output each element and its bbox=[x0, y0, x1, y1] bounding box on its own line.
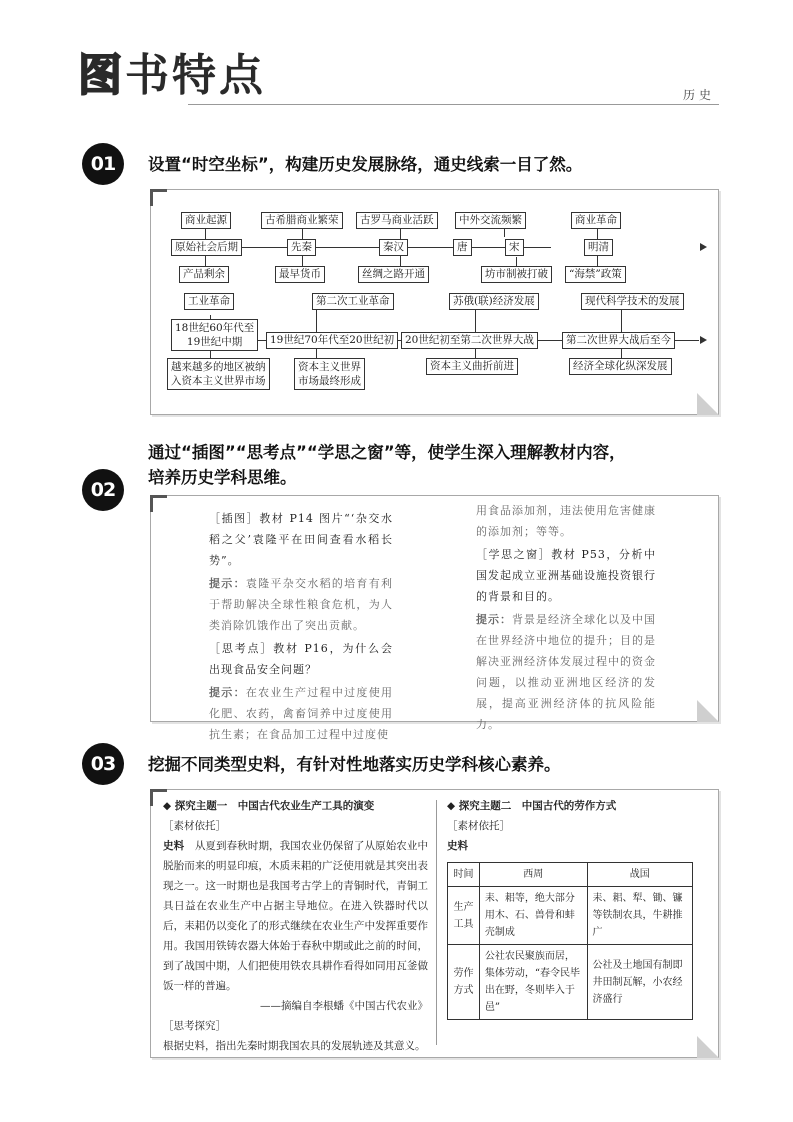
timeline-label-line: 资本主义世界 bbox=[298, 361, 361, 373]
timeline-label-line: 入资本主义世界市场 bbox=[171, 375, 266, 387]
table-row-label: 劳作方式 bbox=[448, 945, 480, 1020]
timeline-period-line: 19世纪中期 bbox=[186, 336, 243, 348]
timeline-label bbox=[167, 358, 270, 390]
section-03-title: 挖掘不同类型史料，有针对性地落实历史学科核心素养。 bbox=[148, 755, 561, 774]
timeline-arrow-2 bbox=[700, 336, 707, 344]
theme-two bbox=[447, 796, 705, 1020]
source-label: 史料 bbox=[447, 840, 468, 852]
timeline-panel bbox=[150, 189, 719, 415]
table-cell: 耒、耜、犁、锄、镰等铁制农具，牛耕推广 bbox=[587, 887, 693, 945]
panel-corner bbox=[150, 495, 167, 512]
timeline-label: 商业革命 bbox=[571, 212, 621, 229]
theme-two-title: ◆ 探究主题二 中国古代的劳作方式 bbox=[447, 800, 617, 812]
timeline-label: 产品剩余 bbox=[179, 266, 229, 283]
table-header-cell: 西周 bbox=[479, 863, 587, 887]
timeline-label: 古希腊商业繁荣 bbox=[261, 212, 343, 229]
page-fold bbox=[697, 700, 719, 722]
subject-label: 历史 bbox=[682, 88, 715, 102]
timeline-period: 第二次世界大战后至今 bbox=[562, 332, 675, 349]
timeline-label: 最早货币 bbox=[275, 266, 325, 283]
source-text: 从夏到春秋时期，我国农业仍保留了从原始农业中脱胎而来的明显印痕，木质耒耜的广泛使用就是其突出表现之一。这一时期也是我国考古学上的青铜时代，青铜工具日益在农业生产中占据主导地位。在进入铁器时代以后，耒耜仍以变化了的形式继续在农业生产中发挥重要作用。我国用铁铸农器大体始于春秋中期或此之前的时间，到了战国中期，人们把使用铁农具耕作看得如同用瓦釜做饭一样的普遍。 bbox=[163, 840, 429, 992]
timeline-period: 唐 bbox=[453, 239, 472, 256]
example-left-column bbox=[209, 508, 393, 747]
material-label: ［素材依托］ bbox=[447, 820, 510, 832]
timeline-period: 秦汉 bbox=[379, 239, 408, 256]
timeline-period: 19世纪70年代至20世纪初 bbox=[266, 332, 398, 349]
section-02-title-line: 培养历史学科思维。 bbox=[148, 468, 297, 487]
hint-label: 提示： bbox=[476, 613, 512, 626]
theme-one bbox=[163, 796, 428, 1056]
timeline-label: 经济全球化纵深发展 bbox=[569, 358, 672, 375]
timeline-period: 宋 bbox=[505, 239, 524, 256]
table-cell: 耒、耜等，绝大部分用木、石、兽骨和蚌壳制成 bbox=[479, 887, 587, 945]
timeline-label: 丝绸之路开通 bbox=[358, 266, 429, 283]
timeline-label-line: 越来越多的地区被纳 bbox=[171, 361, 266, 373]
hint-text: 在农业生产过程中过度使用化肥、农药，禽畜饲养中过度使用抗生素；在食品加工过程中过度使 bbox=[209, 686, 394, 741]
table-header-row bbox=[448, 863, 693, 887]
timeline-label: 现代科学技术的发展 bbox=[581, 293, 684, 310]
timeline-label: 苏俄(联)经济发展 bbox=[449, 293, 539, 310]
table-header-cell: 战国 bbox=[587, 863, 693, 887]
brand-title-first-char: 图 bbox=[78, 50, 125, 101]
timeline-period-line: 18世纪60年代至 bbox=[175, 322, 255, 334]
section-02-title-line: 通过“插图”“思考点”“学思之窗”等，使学生深入理解教材内容， bbox=[148, 443, 626, 462]
brand-title-rest: 书特点 bbox=[125, 50, 266, 101]
connector bbox=[621, 308, 622, 332]
table-cell: 公社及土地国有制即井田制瓦解，小农经济盛行 bbox=[587, 945, 693, 1020]
explore-label: ［思考探究］ bbox=[163, 1020, 226, 1032]
timeline-label: 古罗马商业活跃 bbox=[356, 212, 438, 229]
timeline-period: 原始社会后期 bbox=[171, 239, 242, 256]
connector bbox=[316, 308, 317, 332]
timeline-period: 先秦 bbox=[287, 239, 316, 256]
source-label: 史料 bbox=[163, 840, 185, 852]
table-cell: 公社农民聚族而居，集体劳动，“春令民毕出在野，冬则毕入于邑” bbox=[479, 945, 587, 1020]
thinking-point-text: 教材 P16，为什么会出现食品安全问题？ bbox=[209, 642, 394, 676]
source-panel bbox=[150, 789, 719, 1058]
table-row-label: 生产工具 bbox=[448, 887, 480, 945]
table-row bbox=[448, 887, 693, 945]
thinking-point-label: ［思考点］ bbox=[209, 642, 274, 655]
timeline-label: 中外交流频繁 bbox=[455, 212, 526, 229]
hint-text: 背景是经济全球化以及中国在世界经济中地位的提升；目的是解决亚洲经济体发展过程中的资金问题，以推动亚洲地区经济的发展，提高亚洲经济体的抗风险能力。 bbox=[476, 613, 656, 731]
timeline-label: 坊市制被打破 bbox=[481, 266, 552, 283]
labor-table bbox=[447, 862, 693, 1020]
timeline-arrow-1 bbox=[700, 243, 707, 251]
timeline-label: 商业起源 bbox=[181, 212, 231, 229]
section-03-badge: 03 bbox=[82, 743, 124, 785]
timeline-label: 资本主义曲折前进 bbox=[426, 358, 518, 375]
page-fold bbox=[697, 393, 719, 415]
citation: ——摘编自李根蟠《中国古代农业》 bbox=[260, 1000, 428, 1012]
timeline-label bbox=[294, 358, 365, 390]
hint-continuation: 用食品添加剂，违法使用危害健康的添加剂；等等。 bbox=[476, 504, 656, 538]
panel-corner bbox=[150, 189, 167, 206]
material-label: ［素材依托］ bbox=[163, 820, 226, 832]
table-row bbox=[448, 945, 693, 1020]
illustration-label: ［插图］ bbox=[209, 512, 260, 525]
example-panel bbox=[150, 495, 719, 741]
header-divider bbox=[188, 104, 719, 105]
learning-window-label: ［学思之窗］ bbox=[476, 548, 552, 561]
explore-text: 根据史料，指出先秦时期我国农具的发展轨迹及其意义。 bbox=[163, 1040, 426, 1052]
example-right-column bbox=[476, 500, 656, 737]
timeline-label: “海禁”政策 bbox=[565, 266, 626, 283]
theme-one-title: ◆ 探究主题一 中国古代农业生产工具的演变 bbox=[163, 800, 375, 812]
table-header-cell: 时间 bbox=[448, 863, 480, 887]
section-01-title: 设置“时空坐标”，构建历史发展脉络，通史线索一目了然。 bbox=[148, 155, 583, 174]
page-fold bbox=[697, 1036, 719, 1058]
column-divider bbox=[436, 800, 437, 1045]
hint-label: 提示： bbox=[209, 686, 246, 699]
hint-label: 提示： bbox=[209, 577, 246, 590]
timeline-period: 20世纪初至第二次世界大战 bbox=[401, 332, 538, 349]
section-02-badge: 02 bbox=[82, 469, 124, 511]
illustration-text: 教材 P14 图片“‘杂交水稻之父’袁隆平在田间查看水稻长势”。 bbox=[209, 512, 394, 567]
timeline-label: 工业革命 bbox=[184, 293, 234, 310]
learning-window-text: 教材 P53，分析中国发起成立亚洲基础设施投资银行的背景和目的。 bbox=[476, 548, 656, 603]
timeline-label-line: 市场最终形成 bbox=[298, 375, 361, 387]
timeline-label: 第二次工业革命 bbox=[312, 293, 394, 310]
timeline-period bbox=[171, 319, 258, 351]
brand-title bbox=[78, 50, 266, 102]
connector bbox=[475, 308, 476, 332]
section-01-badge: 01 bbox=[82, 143, 124, 185]
hint-text: 袁隆平杂交水稻的培育有利于帮助解决全球性粮食危机，为人类消除饥饿作出了突出贡献。 bbox=[209, 577, 394, 632]
timeline-period: 明清 bbox=[584, 239, 613, 256]
section-02-title bbox=[148, 440, 626, 490]
